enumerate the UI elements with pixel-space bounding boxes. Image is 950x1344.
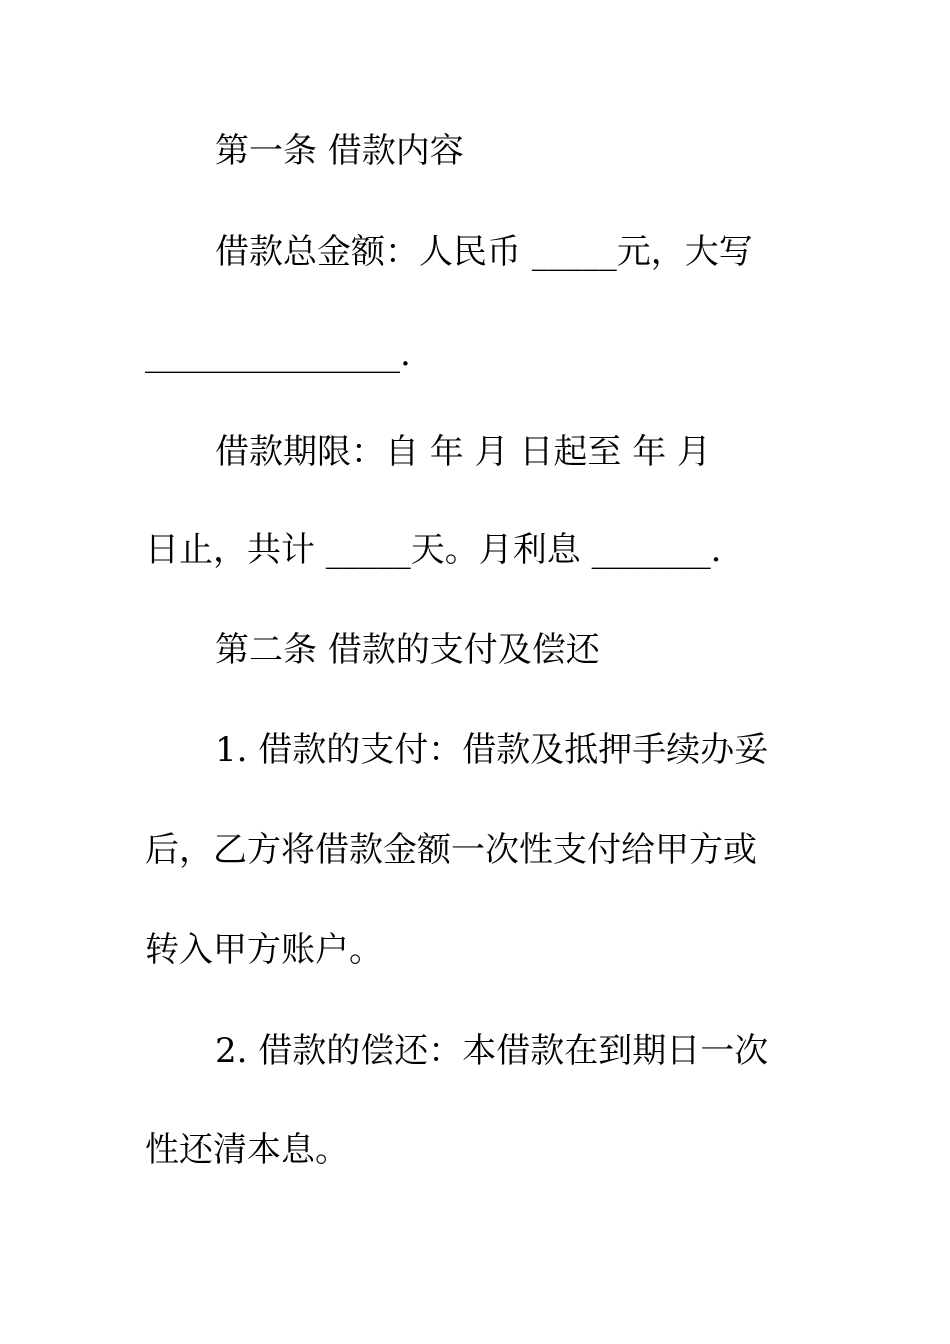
- article-1-heading: 第一条 借款内容: [215, 131, 464, 171]
- repayment-clause-line-2: 性还清本息。: [145, 1130, 349, 1170]
- loan-term-end-line: 日止，共计 _____天。月利息 _______.: [145, 530, 722, 570]
- repayment-clause-line-1: 2. 借款的偿还：本借款在到期日一次: [215, 1031, 769, 1071]
- payment-clause-line-2: 后，乙方将借款金额一次性支付给甲方或: [145, 830, 757, 870]
- loan-total-amount-line: 借款总金额：人民币 _____元，大写: [215, 232, 753, 272]
- article-2-heading: 第二条 借款的支付及偿还: [215, 630, 600, 670]
- payment-clause-line-1: 1. 借款的支付：借款及抵押手续办妥: [215, 730, 769, 770]
- loan-term-line: 借款期限：自 年 月 日起至 年 月: [215, 432, 712, 472]
- payment-clause-line-3: 转入甲方账户。: [145, 930, 383, 970]
- amount-in-words-blank: _______________.: [145, 334, 411, 374]
